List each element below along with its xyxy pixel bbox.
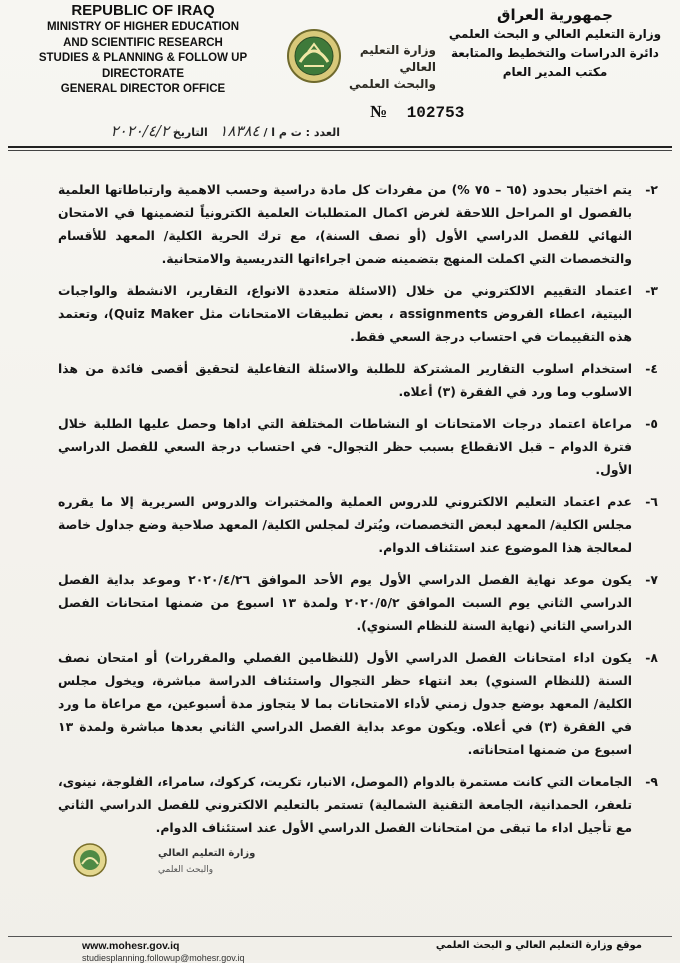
item-number: ٥- bbox=[645, 416, 658, 431]
list-item bbox=[58, 770, 658, 839]
footer-divider bbox=[8, 936, 672, 937]
letterhead-en-line: GENERAL DIRECTOR OFFICE bbox=[60, 83, 226, 95]
stamp-text-line: وزارة التعليم العالي bbox=[158, 848, 256, 859]
logo-text-line: وزارة التعليم العالي bbox=[359, 43, 436, 74]
list-item bbox=[58, 490, 658, 559]
footer-arabic-text: موقع وزارة التعليم العالي و البحث العلمي bbox=[435, 940, 642, 951]
english-letterhead bbox=[8, 2, 278, 98]
logo-text bbox=[340, 42, 436, 93]
serial-number bbox=[370, 102, 464, 122]
letterhead-en-line: REPUBLIC OF IRAQ bbox=[71, 2, 215, 19]
header-divider-thin bbox=[8, 150, 672, 151]
item-number: ٦- bbox=[645, 494, 658, 509]
item-number: ٧- bbox=[645, 572, 658, 587]
logo-text-line: والبحث العلمي bbox=[349, 77, 436, 91]
list-item bbox=[58, 279, 658, 348]
reference-line bbox=[20, 122, 340, 140]
serial-value: 102753 bbox=[406, 104, 465, 122]
ministry-stamp bbox=[70, 830, 256, 892]
letterhead-en-line: MINISTRY OF HIGHER EDUCATION bbox=[46, 21, 240, 33]
number-symbol: № bbox=[370, 102, 388, 121]
item-text: يكون اداء امتحانات الفصل الدراسي الأول (للنظامين الفصلي والمقررات) أو امتحان نصف السنة (للنظام السنوي) بعد انتهاء حظر التجوال واستئناف الدراسة مباشرة، ويخول مجلس الكلية/ المعهد بوضع جدول زمني لأداء الامتحانات بما لا يتجاوز مدة أسبوعين، مع مراعاة ما ورد في الفقرة (٣) في أعلاه. ويكون موعد بداية الفصل الدراسي الثاني بعدها مباشرة ولمدة ١٣ اسبوع من ضمنها امتحاناته. bbox=[58, 650, 632, 757]
ref-label: العدد : ت م ا / bbox=[263, 126, 340, 139]
item-number: ٩- bbox=[645, 774, 658, 789]
email-link[interactable]: studiesplanning.followup@mohesr.gov.iq bbox=[82, 953, 245, 963]
ministry-logo bbox=[286, 22, 436, 98]
letterhead-en-line: AND SCIENTIFIC RESEARCH bbox=[63, 36, 223, 49]
stamp-text-line: والبحث العلمي bbox=[158, 865, 214, 875]
stamp-emblem-icon bbox=[70, 830, 256, 892]
header-divider bbox=[8, 146, 672, 148]
letterhead-ar-line: وزارة التعليم العالي و البحث العلمي bbox=[448, 27, 662, 41]
item-number: ٤- bbox=[645, 361, 658, 376]
list-item bbox=[58, 178, 658, 270]
body-text bbox=[58, 178, 658, 848]
date-value: ٢٠٢٠/٤/٢ bbox=[110, 122, 170, 140]
emblem-icon bbox=[286, 22, 342, 92]
letterhead-en-line: STUDIES & PLANNING & FOLLOW UP DIRECTORATE bbox=[38, 52, 248, 80]
list-item bbox=[58, 568, 658, 637]
item-text: الجامعات التي كانت مستمرة بالدوام (الموصل، الانبار، تكريت، كركوك، سامراء، الفلوجة، نينوى، تلعفر، الحمدانية، الجامعة التقنية الشمالية) تستمر بالتعليم الالكتروني للفصل الدراسي الثاني مع تأجيل اداء ما تبقى من امتحانات الفصل الدراسي الأول عند استئناف الدوام. bbox=[58, 774, 632, 835]
item-number: ٢- bbox=[645, 182, 658, 197]
list-item bbox=[58, 357, 658, 403]
ref-value: ١٨٣٨٤ bbox=[219, 122, 260, 140]
letterhead-ar-line: دائرة الدراسات والتخطيط والمتابعة bbox=[451, 46, 659, 60]
item-number: ٣- bbox=[645, 283, 658, 298]
item-number: ٨- bbox=[645, 650, 658, 665]
arabic-letterhead bbox=[440, 6, 670, 82]
list-item bbox=[58, 646, 658, 761]
item-text: يكون موعد نهاية الفصل الدراسي الأول يوم الأحد الموافق ٢٠٢٠/٤/٢٦ وموعد بداية الفصل الدراسي الثاني يوم السبت الموافق ٢٠٢٠/٥/٢ ولمدة ١٣ اسبوع من ضمنها امتحانات الفصل الدراسي الثاني (نهاية السنة للنظام السنوي). bbox=[58, 572, 633, 633]
list-item bbox=[58, 412, 658, 481]
website-link[interactable]: www.mohesr.gov.iq bbox=[82, 940, 180, 952]
item-text: عدم اعتماد التعليم الالكتروني للدروس العملية والمختبرات والدروس السريرية إلا ما يقرره مجلس الكلية/ المعهد لبعض التخصصات، ويُترك لمجلس الكلية/ المعهد صلاحية وضع جداول خاصة لمعالجة هذا الموضوع عند استئناف الدوام. bbox=[58, 494, 632, 555]
item-text: يتم اختيار بحدود (٦٥ – ٧٥ %) من مفردات كل مادة دراسية وحسب الاهمية وارتباطاتها العلمية بالفصول او المراحل اللاحقة لغرض اكمال المتطلبات العلمية الكترونياً لتضمينها في الامتحان النهائي للفصل الدراسي الأول (أو نصف السنة)، مع ترك الحرية الكلية/ المعهد للأقسام والتخصصات التي اكملت المنهج بتضمينه ضمن اجراءاتها التدريسية والامتحانية. bbox=[58, 182, 632, 266]
item-text: استخدام اسلوب التقارير المشتركة للطلبة والاسئلة التفاعلية لتحقيق أقصى فائدة من هذا الاسلوب وما ورد في الفقرة (٣) أعلاه. bbox=[58, 361, 632, 399]
letterhead-ar-line: جمهورية العراق bbox=[497, 6, 613, 24]
letterhead-ar-line: مكتب المدير العام bbox=[502, 65, 608, 79]
item-text: مراعاة اعتماد درجات الامتحانات او النشاطات المختلفة التي اداها وحصل عليها الطلبة خلال فترة الدوام – قبل الانقطاع بسبب حظر التجوال- في احتساب درجة السعي للفصل الدراسي الأول. bbox=[58, 416, 632, 477]
date-label: التاريخ bbox=[172, 126, 208, 139]
item-text: اعتماد التقييم الالكتروني من خلال (الاسئلة متعددة الانواع، التقارير، الانشطة والواجبات البيتية، اعطاء الفروض assignments ، بعض تطبيقات الامتحانات مثل Quiz Maker)، وتعتمد هذه التقييمات في احتساب درجة السعي فقط. bbox=[58, 283, 632, 344]
